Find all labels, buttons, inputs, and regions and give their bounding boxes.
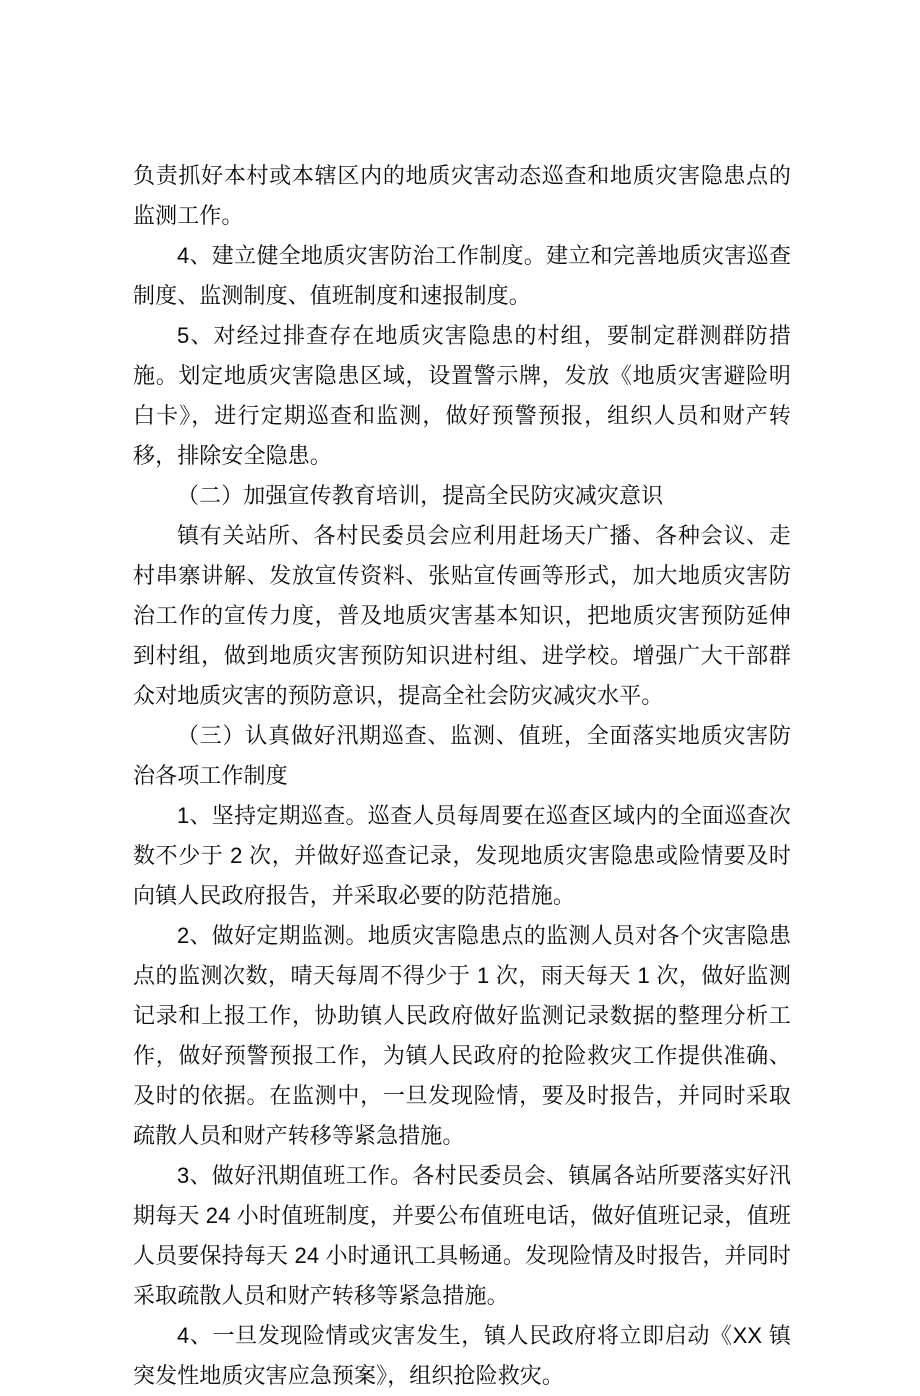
paragraph-item-5: 5、对经过排查存在地质灾害隐患的村组，要制定群测群防措施。划定地质灾害隐患区域，设置警示牌，发放《地质灾害避险明白卡》，进行定期巡查和监测，做好预警预报，组织人员和财产转移，排除安全隐患。 xyxy=(133,323,791,468)
paragraph-body-publicity: 镇有关站所、各村民委员会应利用赶场天广播、各种会议、走村串寨讲解、发放宣传资料、张贴宣传画等形式，加大地质灾害防治工作的宣传力度，普及地质灾害基本知识，把地质灾害预防延伸到村组，做到地质灾害预防知识进村组、进学校。增强广大干部群众对地质灾害的预防意识，提高全社会防灾减灾水平。 xyxy=(133,523,791,708)
section-heading-two: （二）加强宣传教育培训，提高全民防灾减灾意识 xyxy=(177,483,664,508)
section-heading-three: （三）认真做好汛期巡查、监测、值班，全面落实地质灾害防治各项工作制度 xyxy=(133,723,791,788)
paragraph-item-4: 4、建立健全地质灾害防治工作制度。建立和完善地质灾害巡查制度、监测制度、值班制度和速报制度。 xyxy=(133,243,791,308)
document-text-body xyxy=(133,156,791,1396)
paragraph-item-1-inspection: 1、坚持定期巡查。巡查人员每周要在巡查区域内的全面巡查次数不少于 2 次，并做好巡查记录，发现地质灾害隐患或险情要及时向镇人民政府报告，并采取必要的防范措施。 xyxy=(133,803,791,908)
paragraph-continuation-3: 负责抓好本村或本辖区内的地质灾害动态巡查和地质灾害隐患点的监测工作。 xyxy=(133,163,791,228)
paragraph-item-3-duty: 3、做好汛期值班工作。各村民委员会、镇属各站所要落实好汛期每天 24 小时值班制度，并要公布值班电话，做好值班记录，值班人员要保持每天 24 小时通讯工具畅通。发现险情及时报告，并同时采取疏散人员和财产转移等紧急措施。 xyxy=(133,1163,791,1308)
paragraph-item-2-monitoring: 2、做好定期监测。地质灾害隐患点的监测人员对各个灾害隐患点的监测次数，晴天每周不得少于 1 次，雨天每天 1 次，做好监测记录和上报工作，协助镇人民政府做好监测记录数据的整理分析工作，做好预警预报工作，为镇人民政府的抢险救灾工作提供准确、及时的依据。在监测中，一旦发现险情，要及时报告，并同时采取疏散人员和财产转移等紧急措施。 xyxy=(133,923,791,1148)
paragraph-item-4-emergency: 4、一旦发现险情或灾害发生，镇人民政府将立即启动《XX 镇突发性地质灾害应急预案》，组织抢险救灾。 xyxy=(133,1323,791,1388)
